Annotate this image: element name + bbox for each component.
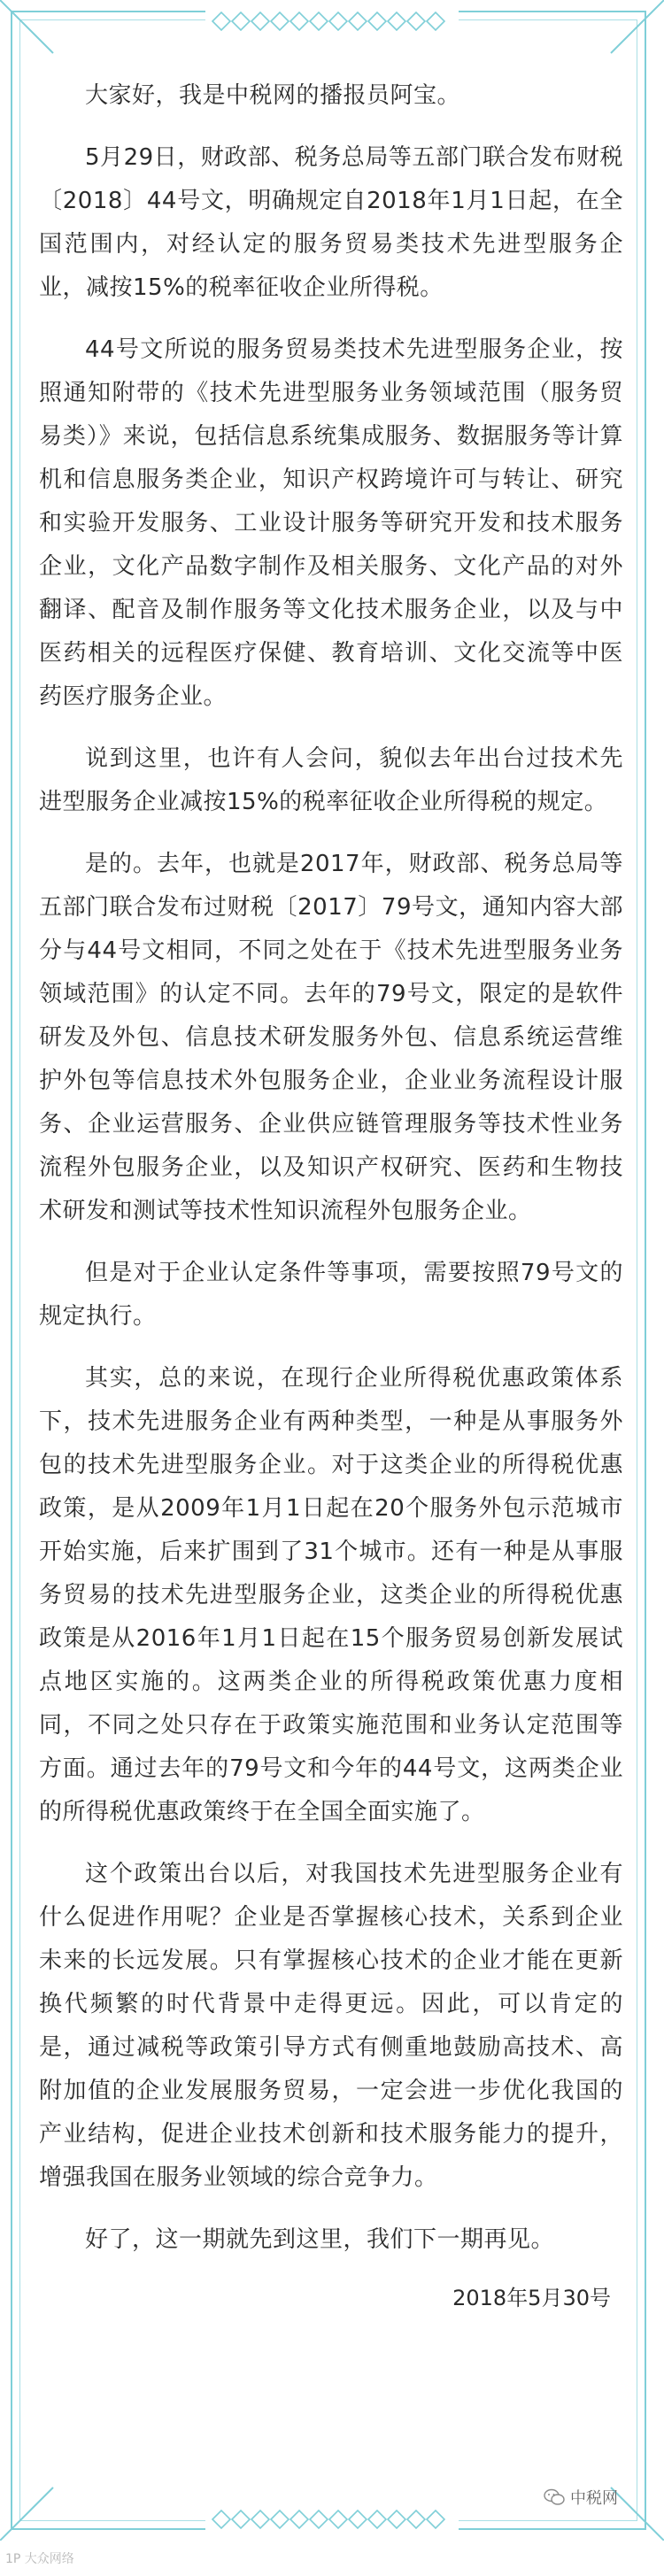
paragraph-question: 说到这里，也许有人会问，貌似去年出台过技术先进型服务企业减按15%的税率征收企业所得税的规定。 xyxy=(39,745,623,815)
paragraph-comparison: 是的。去年，也就是2017年，财政部、税务总局等五部门联合发布过财税〔2017〕79号文，通知内容大部分与44号文相同，不同之处在于《技术先进型服务业务领域范围》的认定不同。去年的79号文，限定的是软件研发及外包、信息技术研发服务外包、信息系统运营维护外包等信息技术外包服务企业，企业业务流程设计服务、企业运营服务、企业供应链管理服务等技术性业务流程外包服务企业，以及知识产权研究、医药和生物技术研发和测试等技术性知识流程外包服务企业。 xyxy=(39,851,623,1224)
paragraph-scope: 44号文所说的服务贸易类技术先进型服务企业，按照通知附带的《技术先进型服务业务领域范围（服务贸易类）》来说，包括信息系统集成服务、数据服务等计算机和信息服务类企业，知识产权跨境许可与转让、研究和实验开发服务、工业设计服务等研究开发和技术服务企业，文化产品数字制作及相关服务、文化产品的对外翻译、配音及制作服务等文化技术服务企业，以及与中医药相关的远程医疗保健、教育培训、文化交流等中医药医疗服务企业。 xyxy=(39,336,623,710)
publish-date: 2018年5月30号 xyxy=(452,2286,611,2310)
paragraph-greeting: 大家好，我是中税网的播报员阿宝。 xyxy=(85,82,461,109)
paragraph-summary: 其实，总的来说，在现行企业所得税优惠政策体系下，技术先进服务企业有两种类型，一种是从事服务外包的技术先进型服务企业。对于这类企业的所得税优惠政策，是从2009年1月1日起在20个服务外包示范城市开始实施，后来扩围到了31个城市。还有一种是从事服务贸易的技术先进型服务企业，这类企业的所得税优惠政策是从2016年1月1日起在15个服务贸易创新发展试点地区实施的。这两类企业的所得税政策优惠力度相同，不同之处只存在于政策实施范围和业务认定范围等方面。通过去年的79号文和今年的44号文，这两类企业的所得税优惠政策终于在全国全面实施了。 xyxy=(39,1365,623,1825)
paragraph-conditions: 但是对于企业认定条件等事项，需要按照79号文的规定执行。 xyxy=(39,1260,623,1330)
paragraph-closing: 好了，这一期就先到这里，我们下一期再见。 xyxy=(85,2226,555,2253)
wechat-icon xyxy=(544,2488,565,2506)
brand-name: 中税网 xyxy=(570,2489,618,2508)
watermark-text: 1P 大众网络 xyxy=(5,2552,74,2566)
top-decorative-band xyxy=(0,4,664,39)
brand-mark xyxy=(544,2486,618,2509)
paragraph-impact: 这个政策出台以后，对我国技术先进型服务企业有什么促进作用呢？企业是否掌握核心技术，关系到企业未来的长远发展。只有掌握核心技术的企业才能在更新换代频繁的时代背景中走得更远。因此，可以肯定的是，通过减税等政策引导方式有侧重地鼓励高技术、高附加值的企业发展服务贸易，一定会进一步优化我国的产业结构，促进企业技术创新和技术服务能力的提升，增强我国在服务业领域的综合竞争力。 xyxy=(39,1861,623,2191)
paragraph-announcement: 5月29日，财政部、税务总局等五部门联合发布财税〔2018〕44号文，明确规定自2018年1月1日起，在全国范围内，对经认定的服务贸易类技术先进型服务企业，减按15%的税率征收企业所得税。 xyxy=(39,144,623,301)
article-body xyxy=(39,74,623,2316)
